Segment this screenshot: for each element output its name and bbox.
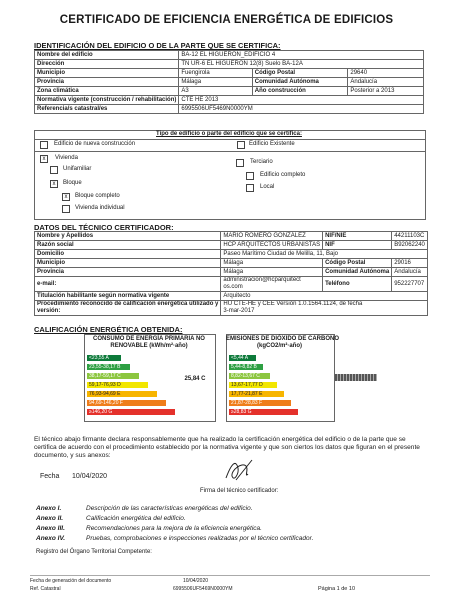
unifamiliar-checkbox[interactable]: [50, 166, 58, 174]
tecnico-nombre-value: MARIO ROMERO GONZÁLEZ: [221, 232, 323, 241]
tecnico-provincia-label: Provincia: [35, 268, 221, 277]
fecha-value: 10/04/2020: [72, 473, 108, 480]
provincia-label: Provincia: [35, 78, 179, 87]
tipo-divider-2: [34, 151, 425, 152]
emisiones-header-2: (kgCO2/m²·año): [257, 343, 302, 349]
zona-label: Zona climática: [35, 87, 179, 96]
empresa-nif-value: B92062240: [392, 241, 428, 250]
emisiones-bar-f: 21,87-28,83 F: [229, 400, 291, 406]
procedimiento-value: [221, 301, 428, 316]
procedimiento-value-line-1: HU CTE-HE y CEE Versión 1.0.1564.1124, de fecha: [223, 301, 363, 307]
procedimiento-value-line-2: 3-mar-2017: [223, 308, 255, 314]
nombre-edificio-value: BA-12 EL HIGUERON_EDIFICIO 4: [179, 51, 424, 60]
anexo-text: Descripción de las características energéticas del edificio.: [86, 505, 253, 512]
normativa-label: Normativa vigente (construcción / rehabilitación): [35, 96, 179, 105]
consumo-result: 25,84 C: [184, 376, 206, 382]
tecnico-municipio-label: Municipio: [35, 259, 221, 268]
municipio-value: Fuengirola: [179, 69, 252, 78]
ref-catastral-value: 6995506UF5469N0000YM: [179, 105, 424, 114]
emisiones-bar-d: 13,67-17,77 D: [229, 382, 277, 388]
vivienda-individual-checkbox[interactable]: [62, 205, 70, 213]
consumo-bar-g: ≥146,20 G: [87, 409, 175, 415]
nombre-edificio-label: Nombre del edificio: [35, 51, 179, 60]
tecnico-comunidad-label: Comunidad Autónoma: [323, 268, 392, 277]
consumo-header-1: CONSUMO DE ENERGÍA PRIMARIA NO: [93, 336, 205, 342]
anexo-label: Anexo II.: [36, 515, 64, 522]
tecnico-table: [34, 231, 428, 316]
terciario-checkbox[interactable]: [236, 159, 244, 167]
footer-catastral-label: Ref. Catastral: [30, 586, 61, 592]
registro-label: Registro del Órgano Territorial Competente:: [36, 549, 152, 555]
tecnico-municipio-value: Málaga: [221, 259, 323, 268]
bloque-checkbox[interactable]: x: [50, 180, 58, 188]
calificacion-heading: CALIFICACIÓN ENERGÉTICA OBTENIDA:: [34, 325, 183, 334]
emisiones-bar-e: 17,77-21,87 E: [229, 391, 284, 397]
emisiones-header-1: EMISIONES DE DIÓXIDO DE CARBONO: [226, 336, 340, 342]
tipo-divider: [34, 139, 425, 140]
tecnico-nombre-label: Nombre y Apellidos: [35, 232, 221, 241]
anexo-text: Pruebas, comprobaciones e inspecciones realizadas por el técnico certificador.: [86, 535, 314, 542]
emisiones-bar-a: <5,44 A: [229, 355, 256, 361]
email-line-2: os.com: [223, 284, 243, 290]
anexo-label: Anexo IV.: [36, 535, 66, 542]
titulacion-label: Titulación habilitante según normativa vigente: [35, 292, 221, 301]
vivienda-checkbox[interactable]: x: [40, 155, 48, 163]
consumo-bar-a: <23,55 A: [87, 355, 121, 361]
procedimiento-label-line-1: Procedimiento reconocido de calificación energética utilizado y: [37, 301, 219, 307]
anexo-label: Anexo I.: [36, 505, 62, 512]
nueva-construccion-label: Edificio de nueva construcción: [54, 141, 136, 147]
consumo-bar-e: 76,93-94,69 E: [87, 391, 157, 397]
consumo-bar-f: 94,69-146,20 F: [87, 400, 166, 406]
normativa-value: CTE HE 2013: [179, 96, 424, 105]
tecnico-provincia-value: Málaga: [221, 268, 323, 277]
consumo-header-2: RENOVABLE (kWh/m²·año): [110, 343, 188, 349]
comunidad-label: Comunidad Autónoma: [252, 78, 348, 87]
email-label: e-mail:: [35, 277, 221, 292]
footer-generacion-value: 10/04/2020: [183, 578, 209, 584]
tecnico-nif-label: NIF/NIE: [323, 232, 392, 241]
edificio-completo-label: Edificio completo: [260, 172, 306, 178]
footer-divider: [30, 575, 430, 576]
anexo-text: Calificación energética del edificio.: [86, 515, 186, 522]
tecnico-nif-value: 44211103C: [392, 232, 428, 241]
nueva-construccion-checkbox[interactable]: [40, 141, 48, 149]
telefono-value: 952227707: [392, 277, 428, 292]
ano-value: Posterior a 2013: [348, 87, 424, 96]
email-value[interactable]: [221, 277, 323, 292]
identificacion-table: [34, 50, 424, 114]
signature-image: [222, 456, 256, 486]
declaracion-text: El técnico abajo firmante declara responsablemente que ha realizado la certificación energética del edificio o de la parte que se certifica de acuerdo con el procedimiento establecido por la normativa vigente y que son ciertos los datos que figuran en el presente documento, y sus anexos:: [34, 436, 420, 459]
zona-value: A3: [179, 87, 252, 96]
emisiones-bar-c: 8,82-13,67 C: [229, 373, 270, 379]
terciario-label: Terciario: [250, 159, 273, 165]
telefono-label: Teléfono: [323, 277, 392, 292]
anexo-row: [36, 505, 253, 513]
identificacion-heading: IDENTIFICACIÓN DEL EDIFICIO O DE LA PARTE QUE SE CERTIFICA:: [34, 41, 281, 50]
anexo-row: [36, 515, 186, 523]
cp-value: 29640: [348, 69, 424, 78]
footer-catastral-value: 6995506UF5469N0000YM: [173, 586, 233, 592]
footer-generacion-label: Fecha de generación del documento: [30, 578, 112, 584]
empresa-nif-label: NIF: [323, 241, 392, 250]
local-label: Local: [260, 184, 275, 190]
bloque-label: Bloque: [63, 180, 82, 186]
consumo-bar-b: 23,55-38,17 B: [87, 364, 130, 370]
tipo-heading: Tipo de edificio o parte del edificio que se certifica:: [156, 131, 302, 137]
email-line-1: administracion@hcparquitect: [223, 277, 301, 283]
direccion-label: Dirección: [35, 60, 179, 69]
procedimiento-label: [35, 301, 221, 316]
existente-checkbox[interactable]: [237, 141, 245, 149]
ano-label: Año construcción: [252, 87, 348, 96]
footer-pagina: Página 1 de 10: [318, 586, 356, 592]
razon-social-label: Razón social: [35, 241, 221, 250]
tecnico-comunidad-value: Andalucía: [392, 268, 428, 277]
edificio-completo-checkbox[interactable]: [246, 172, 254, 180]
emisiones-bar-b: 5,44-8,82 B: [229, 364, 263, 370]
consumo-scale: [87, 355, 177, 417]
page-title: CERTIFICADO DE EFICIENCIA ENERGÉTICA DE EDIFICIOS: [59, 14, 394, 26]
vivienda-label: Vivienda: [55, 155, 78, 161]
emisiones-scale: [229, 355, 299, 417]
anexo-row: [36, 525, 262, 533]
unifamiliar-label: Unifamiliar: [63, 166, 92, 172]
titulacion-value: Arquitecto: [221, 292, 428, 301]
direccion-value: TN UR-6 EL HIGUERON 12(8) Suelo BA-12A: [179, 60, 424, 69]
local-checkbox[interactable]: [246, 184, 254, 192]
razon-social-value: HCP ARQUITECTOS URBANISTAS: [221, 241, 323, 250]
tecnico-cp-label: Código Postal: [323, 259, 392, 268]
emisiones-bar-g: ≥28,83 G: [229, 409, 298, 415]
cp-label: Código Postal: [252, 69, 348, 78]
firma-label: Firma del técnico certificador:: [200, 488, 279, 494]
ref-catastral-label: Referencia/s catastral/es: [35, 105, 179, 114]
bloque-completo-checkbox[interactable]: x: [62, 193, 70, 201]
fecha-label: Fecha: [40, 473, 60, 480]
anexo-text: Recomendaciones para la mejora de la eficiencia energética.: [86, 525, 262, 532]
vivienda-individual-label: Vivienda individual: [75, 205, 125, 211]
anexo-label: Anexo III.: [36, 525, 65, 532]
domicilio-label: Domicilio: [35, 250, 221, 259]
existente-label: Edificio Existente: [249, 141, 295, 147]
bloque-completo-label: Bloque completo: [75, 193, 120, 199]
provincia-value: Málaga: [179, 78, 252, 87]
emisiones-result-redacted: [335, 374, 377, 381]
municipio-label: Municipio: [35, 69, 179, 78]
anexo-row: [36, 535, 313, 543]
procedimiento-label-line-2: versión:: [37, 308, 61, 314]
domicilio-value: Paseo Marítimo Ciudad de Melilla, 11, Bajo: [221, 250, 428, 259]
consumo-bar-d: 59,17-76,93 D: [87, 382, 148, 388]
comunidad-value: Andalucía: [348, 78, 424, 87]
tecnico-heading: DATOS DEL TÉCNICO CERTIFICADOR:: [34, 223, 174, 232]
consumo-bar-c: 38,17-59,17 C: [87, 373, 139, 379]
tecnico-cp-value: 29016: [392, 259, 428, 268]
